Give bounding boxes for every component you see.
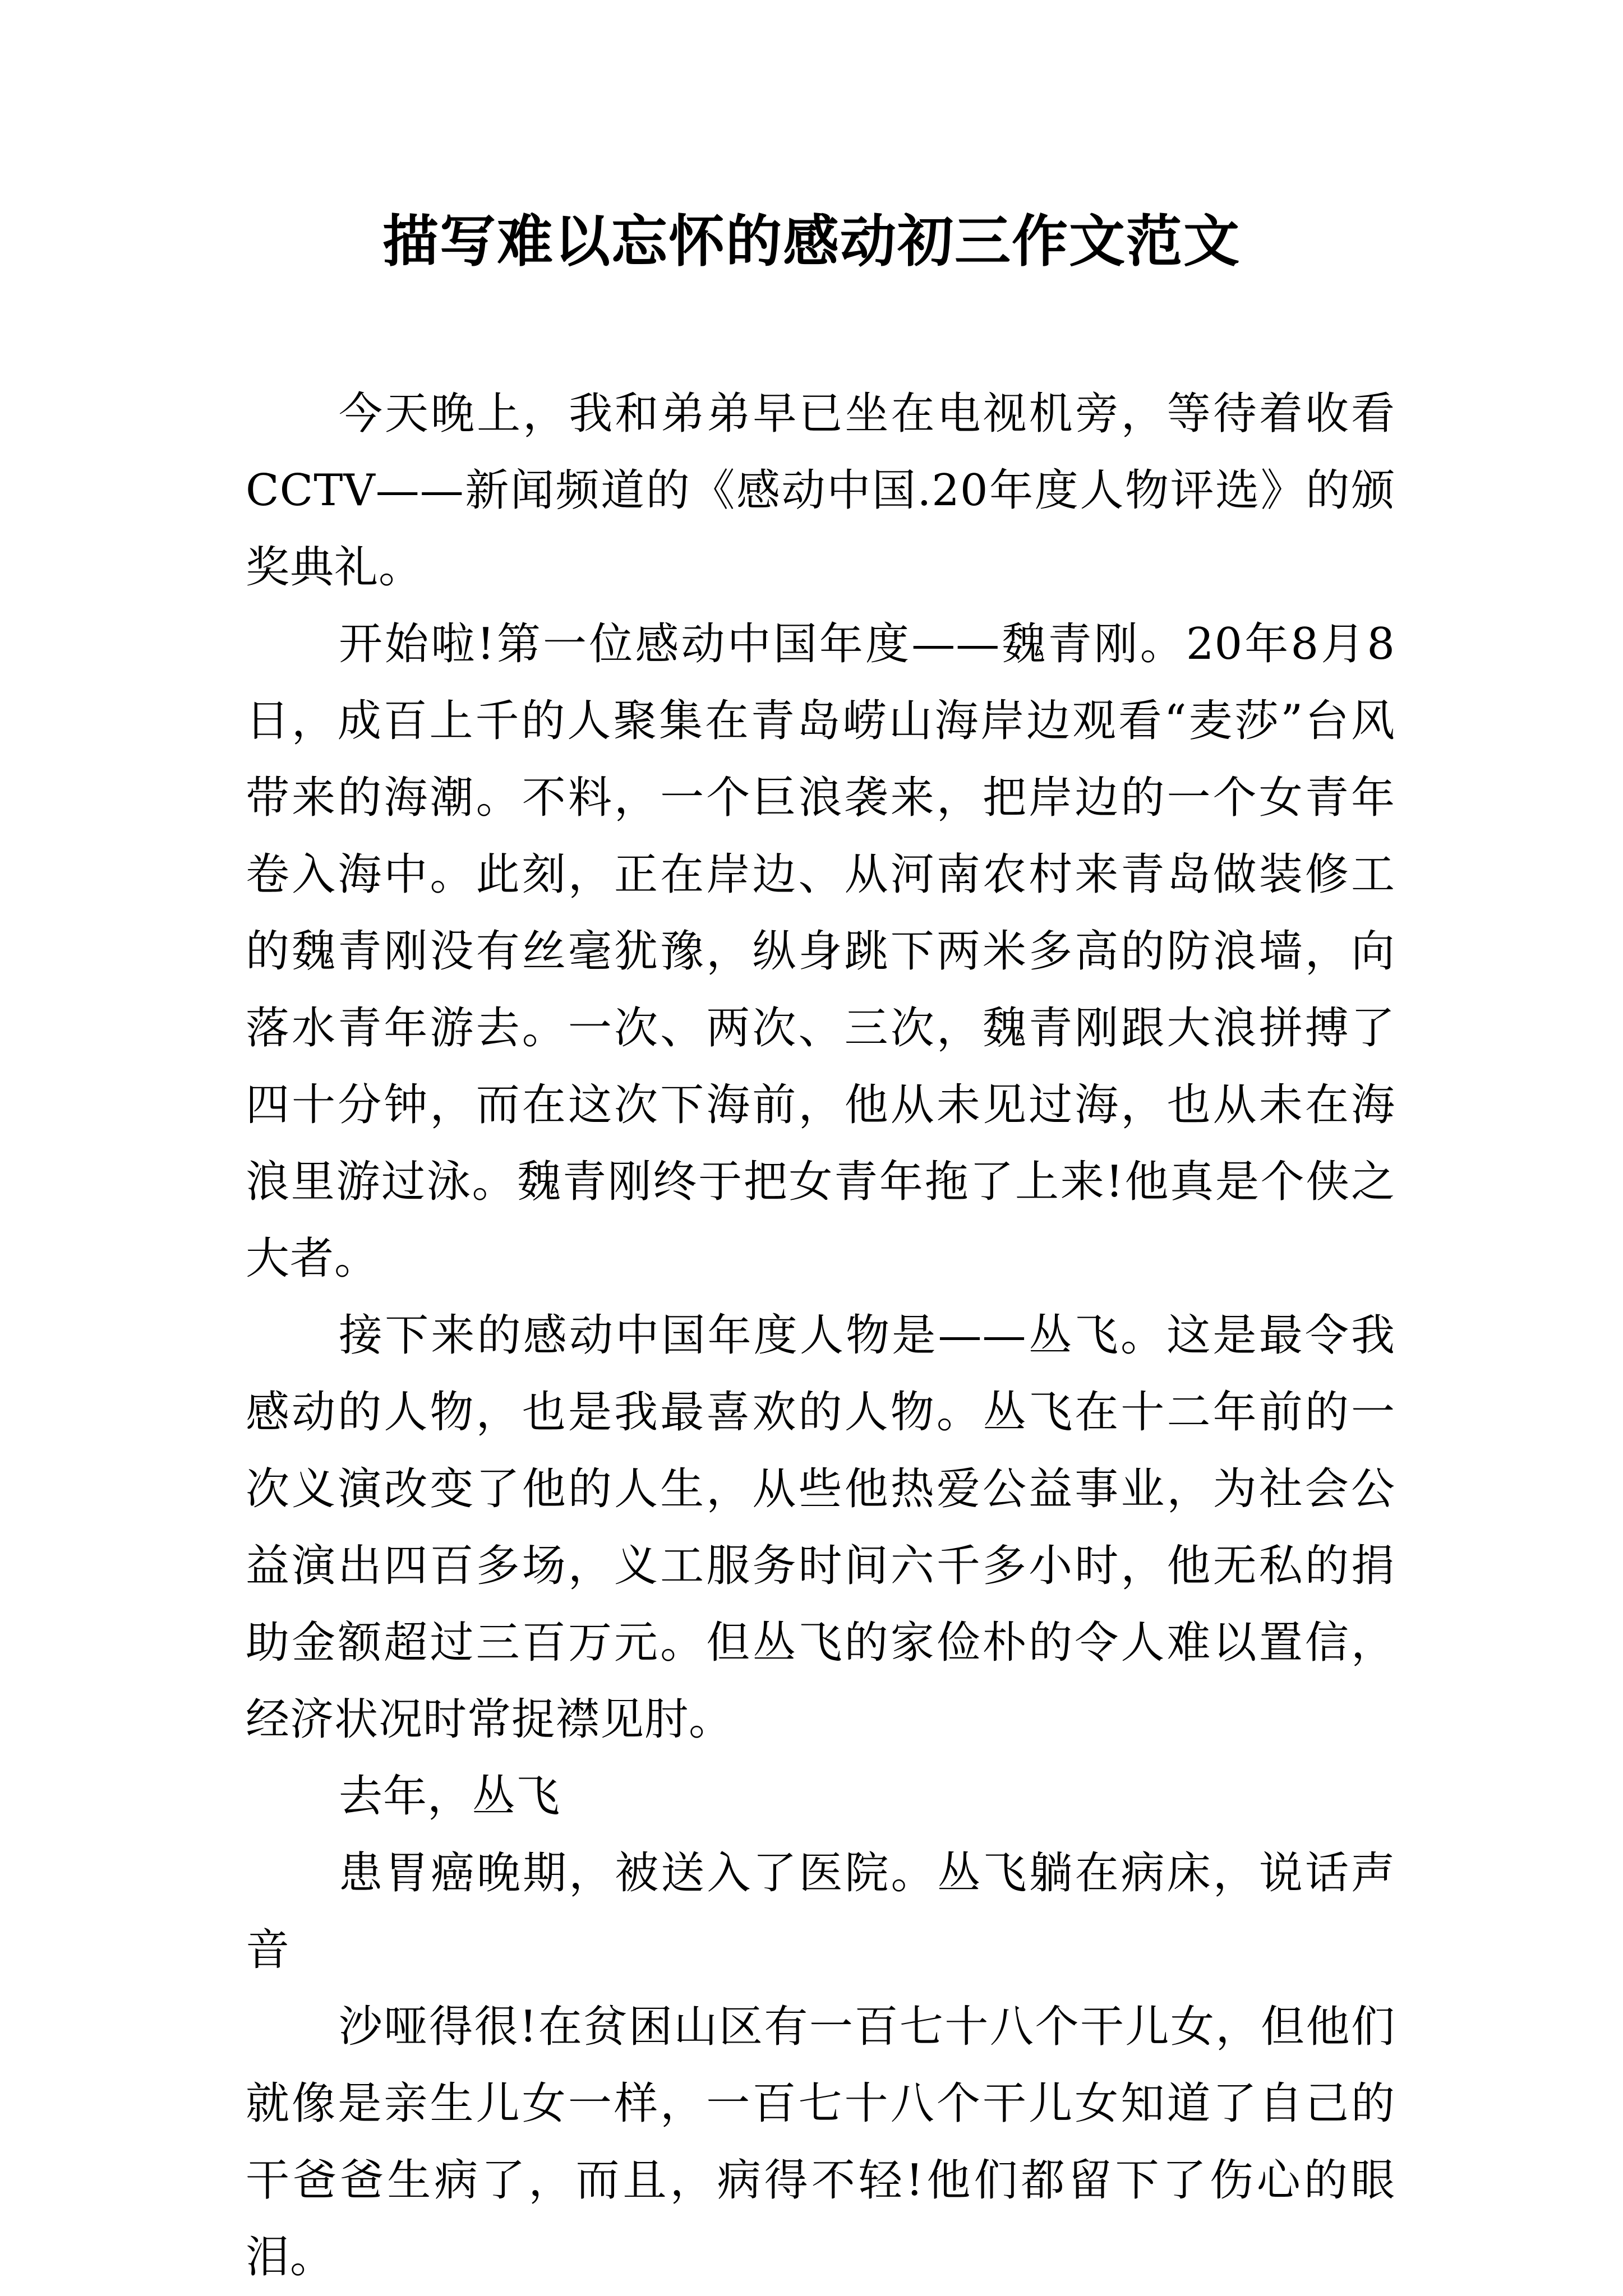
paragraph: 患胃癌晚期，被送入了医院。丛飞躺在病床，说话声音 (246, 1848, 1395, 1975)
paragraph: 沙哑得很!在贫困山区有一百七十八个干儿女，但他们就像是亲生儿女一样，一百七十八个干儿女知道了自己的干爸爸生病了，而且，病得不轻!他们都留下了伤心的眼泪。 (246, 2002, 1395, 2283)
paragraph: 接下来的感动中国年度人物是——丛飞。这是最令我感动的人物，也是我最喜欢的人物。丛飞在十二年前的一次义演改变了他的人生，从些他热爱公益事业，为社会公益演出四百多场，义工服务时间六千多小时，他无私的捐助金额超过三百万元。但丛飞的家俭朴的令人难以置信，经济状况时常捉襟见肘。 (246, 1310, 1395, 1745)
paragraph: 去年，丛飞 (339, 1771, 561, 1822)
document-body (246, 376, 1395, 2296)
paragraph: 开始啦!第一位感动中国年度——魏青刚。20年8月8日，成百上千的人聚集在青岛崂山海岸边观看“麦莎”台风带来的海潮。不料，一个巨浪袭来，把岸边的一个女青年卷入海中。此刻，正在岸边、从河南农村来青岛做装修工的魏青刚没有丝毫犹豫，纵身跳下两米多高的防浪墙，向落水青年游去。一次、两次、三次，魏青刚跟大浪拼搏了四十分钟，而在这次下海前，他从未见过海，也从未在海浪里游过泳。魏青刚终于把女青年拖了上来!他真是个侠之大者。 (246, 619, 1395, 1284)
paragraph: 今天晚上，我和弟弟早已坐在电视机旁，等待着收看CCTV——新闻频道的《感动中国.20年度人物评选》的颁奖典礼。 (246, 389, 1395, 593)
document-title: 描写难以忘怀的感动初三作文范文 (382, 208, 1241, 274)
